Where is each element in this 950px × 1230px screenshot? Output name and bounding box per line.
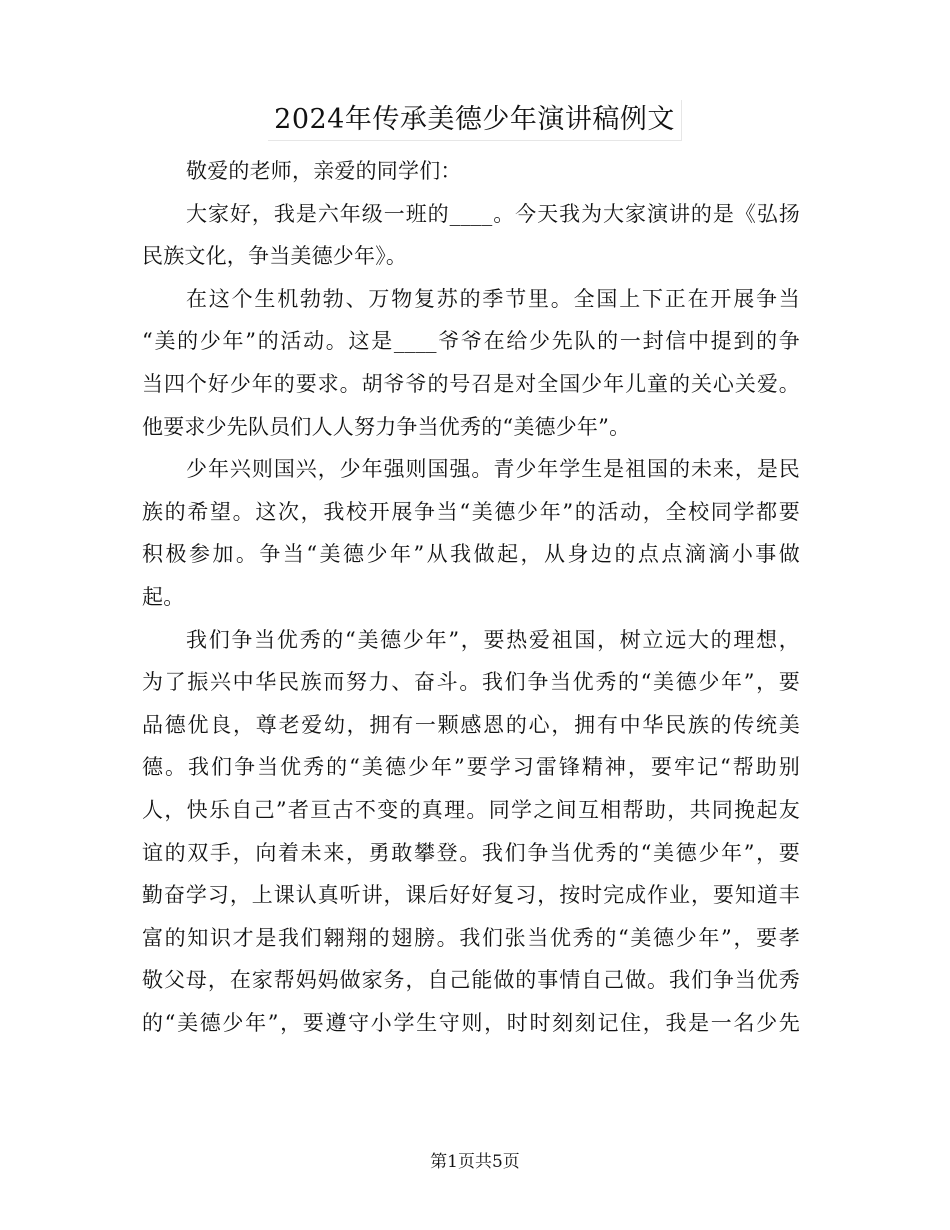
paragraph-line: 族的希望。这次，我校开展争当“美德少年”的活动，全校同学都要 [142, 499, 800, 524]
paragraph-line: 品德优良，尊老爱幼，拥有一颗感恩的心，拥有中华民族的传统美 [142, 712, 800, 737]
document-body [142, 150, 800, 1044]
paragraph-line: 积极参加。争当“美德少年”从我做起，从身边的点点滴滴小事做 [142, 542, 800, 567]
paragraph-line: 为了振兴中华民族而努力、奋斗。我们争当优秀的“美德少年”，要 [142, 670, 800, 695]
paragraph-line: 民族文化，争当美德少年》。 [142, 244, 408, 269]
paragraph-line: 起。 [142, 584, 185, 609]
paragraph-line: 大家好，我是六年级一班的____。今天我为大家演讲的是《弘扬 [186, 201, 800, 226]
paragraph-line: 谊的双手，向着未来，勇敢攀登。我们争当优秀的“美德少年”，要 [142, 840, 800, 865]
paragraph-line: 我们争当优秀的“美德少年”，要热爱祖国，树立远大的理想， [186, 627, 800, 652]
salutation-line: 敬爱的老师，亲爱的同学们： [186, 159, 462, 183]
paragraph-line: 富的知识才是我们翱翔的翅膀。我们张当优秀的“美德少年”，要孝 [142, 925, 800, 950]
paragraph-line: 当四个好少年的要求。胡爷爷的号召是对全国少年儿童的关心关爱。 [142, 371, 800, 396]
paragraph-line: 勤奋学习，上课认真听讲，课后好好复习，按时完成作业，要知道丰 [142, 883, 800, 908]
paragraph-line: 在这个生机勃勃、万物复苏的季节里。全国上下正在开展争当 [186, 286, 800, 311]
paragraph-line: 德。我们争当优秀的“美德少年”要学习雷锋精神，要牢记“帮助别 [142, 755, 800, 780]
paragraph-line: 人，快乐自己”者亘古不变的真理。同学之间互相帮助，共同挽起友 [142, 797, 800, 822]
document-title-text: 2024年传承美德少年演讲稿例文 [268, 100, 682, 141]
paragraph-line: 的“美德少年”，要遵守小学生守则，时时刻刻记住，我是一名少先 [142, 1010, 800, 1035]
paragraph-line: “美的少年”的活动。这是____爷爷在给少先队的一封信中提到的争 [142, 329, 800, 354]
paragraph-line: 敬父母，在家帮妈妈做家务，自己能做的事情自己做。我们争当优秀 [142, 968, 800, 993]
paragraph-line: 少年兴则国兴，少年强则国强。青少年学生是祖国的未来，是民 [186, 457, 800, 482]
page-footer: 第1页共5页 [430, 1152, 520, 1172]
document-title [0, 100, 950, 141]
paragraph-line: 他要求少先队员们人人努力争当优秀的“美德少年”。 [142, 414, 631, 439]
